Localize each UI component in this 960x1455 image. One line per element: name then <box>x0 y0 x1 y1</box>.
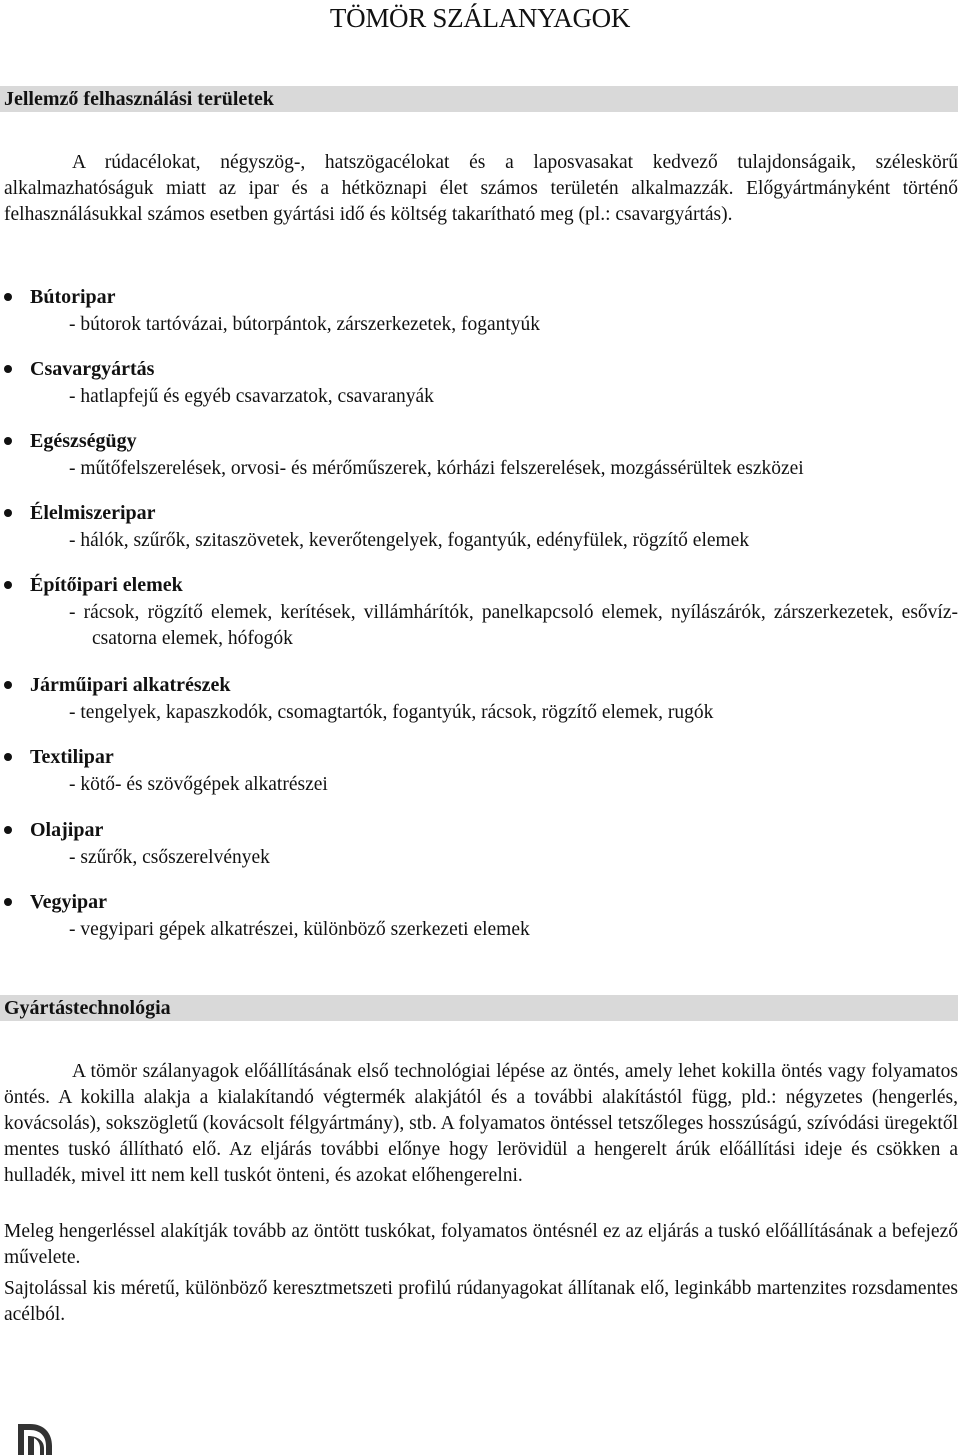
technology-paragraph-2: Meleg hengerléssel alakítják tovább az öntött tuskókat, folyamatos öntésnél ez az eljárás a tuskó előállításának a befejező művelete. <box>4 1221 958 1268</box>
list-item-title: Egészségügy <box>30 430 137 452</box>
section-heading-usage: Jellemző felhasználási területek <box>0 86 958 112</box>
list-item-description: - szűrők, csőszerelvények <box>69 847 270 868</box>
list-item-title: Járműipari alkatrészek <box>30 674 231 696</box>
section-heading-technology: Gyártástechnológia <box>0 995 958 1021</box>
intro-paragraph: A rúdacélokat, négyszög-, hatszögacélokat és a laposvasakat kedvező tulajdonságaik, széleskörű alkalmazhatóságuk miatt az ipar és a hétköznapi élet számos területén alkalmazzák. Előgyártmányként történő felhasználásukkal számos esetben gyártási idő és költség takarítható meg (pl.: csavargyártás). <box>4 152 958 225</box>
bullet-icon <box>4 293 12 301</box>
bullet-icon <box>4 681 12 689</box>
list-item-description: - bútorok tartóvázai, bútorpántok, zárszerkezetek, fogantyúk <box>69 314 541 335</box>
list-item-title: Olajipar <box>30 819 104 841</box>
list-item-title: Vegyipar <box>30 891 108 913</box>
list-item-description: - vegyipari gépek alkatrészei, különböző szerkezeti elemek <box>69 919 530 940</box>
list-item-description: - tengelyek, kapaszkodók, csomagtartók, fogantyúk, rácsok, rögzítő elemek, rugók <box>69 702 714 723</box>
list-item-description: - hálók, szűrők, szitaszövetek, keverőtengelyek, fogantyúk, edényfülek, rögzítő elemek <box>69 530 750 551</box>
list-item-description: - kötő- és szövőgépek alkatrészei <box>69 774 328 795</box>
list-item-title: Élelmiszeripar <box>30 502 156 524</box>
list-item-description: - rácsok, rögzítő elemek, kerítések, villámhárítók, panelkapcsoló elemek, nyílászárók, zárszerkezetek, esővíz-csatorna elemek, hófogók <box>69 602 958 649</box>
company-logo-icon <box>14 1420 54 1455</box>
list-item-title: Építőipari elemek <box>30 574 183 596</box>
technology-paragraph-1: A tömör szálanyagok előállításának első technológiai lépése az öntés, amely lehet kokilla öntés vagy folyamatos öntés. A kokilla alakja a kialakítandó végtermék alakjától és a további alakítástól függ, pld.: négyzetes (hengerlés, kovácsolás), sokszögletű (kovácsolt félgyártmány), stb. A folyamatos öntéssel tetszőleges hosszúságú, szívódási üregektől mentes tuskó állítható elő. Az eljárás további előnye hogy lerövidül a hengerelt árúk előállítási ideje és csökken a hulladék, mivel itt nem kell tuskót önteni, és azokat előhengerelni. <box>4 1061 958 1186</box>
technology-paragraph-3: Sajtolással kis méretű, különböző keresztmetszeti profilú rúdanyagokat állítanak elő, leginkább martenzites rozsdamentes acélból. <box>4 1278 958 1325</box>
bullet-icon <box>4 581 12 589</box>
bullet-icon <box>4 437 12 445</box>
bullet-icon <box>4 365 12 373</box>
list-item-description: - hatlapfejű és egyéb csavarzatok, csavaranyák <box>69 386 434 407</box>
list-item-description: - műtőfelszerelések, orvosi- és mérőműszerek, kórházi felszerelések, mozgássérültek eszközei <box>69 458 804 479</box>
bullet-icon <box>4 509 12 517</box>
bullet-icon <box>4 898 12 906</box>
list-item-title: Bútoripar <box>30 286 116 308</box>
list-item-title: Csavargyártás <box>30 358 155 380</box>
list-item-title: Textilipar <box>30 746 114 768</box>
page-title: TÖMÖR SZÁLANYAGOK <box>329 3 631 33</box>
bullet-icon <box>4 753 12 761</box>
bullet-icon <box>4 826 12 834</box>
